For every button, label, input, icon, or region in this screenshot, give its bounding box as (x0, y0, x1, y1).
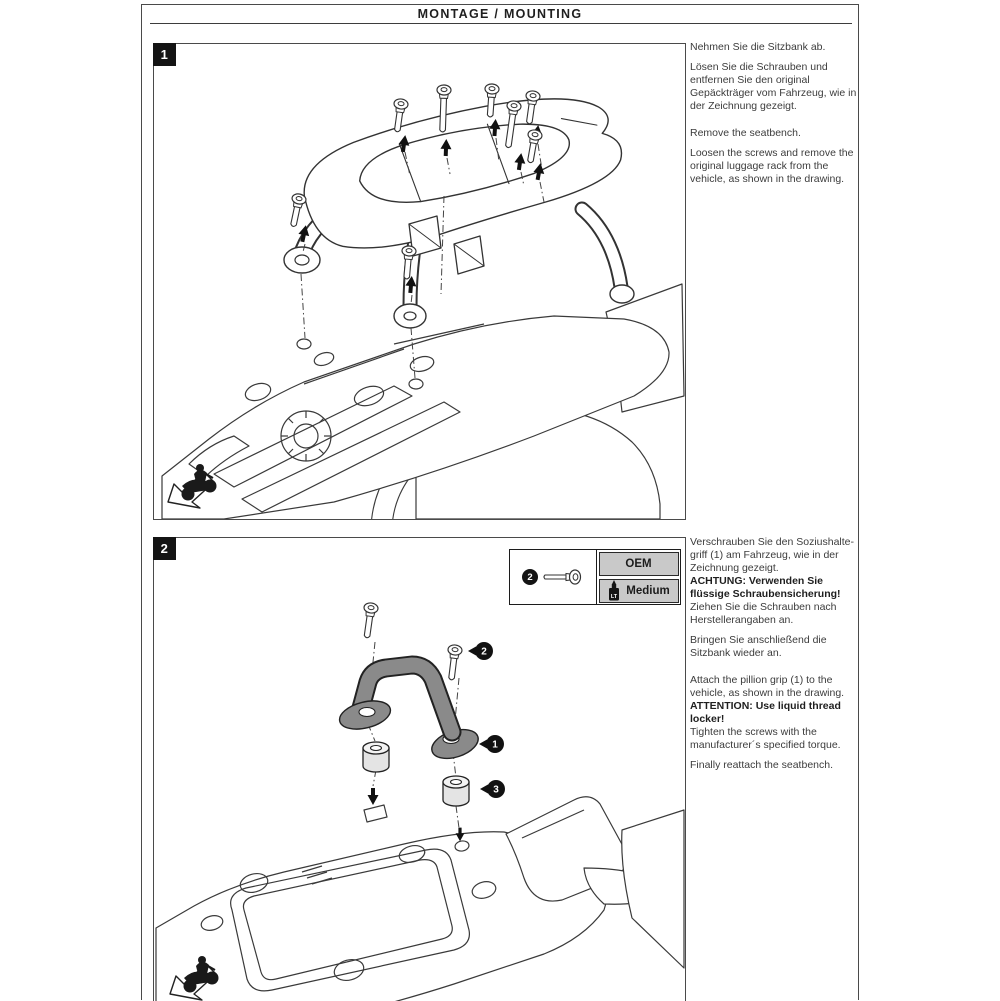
instruction-paragraph: Nehmen Sie die Sitzbank ab. (690, 41, 826, 53)
title-divider (150, 23, 852, 24)
step-1-text-english (690, 127, 860, 186)
rack-platform-drawing (156, 797, 684, 1001)
callout-badge-spacer (480, 780, 505, 798)
thread-locker-bottle-icon (607, 580, 621, 601)
instruction-paragraph: Bringen Sie anschließend die Sitzbank wieder an. (690, 634, 827, 659)
step-1-instructions (690, 41, 860, 186)
step-1-text-german (690, 41, 860, 113)
callout-badge-grip (479, 735, 504, 753)
spacer-right (443, 776, 469, 806)
rack-foot-mid (394, 304, 426, 328)
instruction-paragraph: Verschrauben Sie den Soziushalte-griff (1) am Fahrzeug, wie in der Zeichnung gezeigt. (690, 536, 855, 574)
part-callout-badge: 2 (522, 569, 538, 585)
step-2-drawing (154, 538, 685, 1001)
spacer-left (363, 742, 389, 772)
luggage-rack-drawing (284, 86, 634, 328)
parts-table (509, 549, 681, 605)
instruction-paragraph: Finally reattach the seatbench. (690, 759, 834, 771)
parts-table-part-cell (510, 550, 596, 604)
step-2-text-german (690, 536, 860, 660)
callout-badge-screw (468, 642, 493, 660)
parts-table-oem-cell (599, 552, 679, 576)
step-1-panel (153, 43, 686, 520)
oem-label: OEM (625, 557, 652, 570)
parts-table-locker-cell (599, 579, 679, 603)
step-1-drawing (154, 44, 685, 519)
instruction-paragraph: Attach the pillion grip (1) to the vehicle, as shown in the drawing. (690, 674, 845, 699)
svg-text:1: 1 (492, 739, 498, 751)
step-2-badge: 2 (153, 537, 176, 560)
rack-foot-right (610, 285, 634, 303)
step-1-badge: 1 (153, 43, 176, 66)
page-title: MONTAGE / MOUNTING (417, 7, 583, 21)
step-2-text-english (690, 674, 860, 772)
locker-strength-label: Medium (626, 584, 670, 597)
svg-text:3: 3 (493, 784, 499, 796)
svg-text:LT: LT (611, 594, 618, 600)
parts-table-spec-column (596, 550, 680, 604)
pillion-grip-drawing (337, 665, 482, 764)
instruction-paragraph: Loosen the screws and remove the original luggage rack from the vehicle, as shown in the drawing. (690, 147, 854, 185)
rack-foot-left (284, 247, 320, 273)
warning-text: ACHTUNG: Verwenden Sie flüssige Schraubensicherung! (690, 575, 841, 600)
instruction-paragraph: Lösen Sie die Schrauben und entfernen Sie den original Gepäckträger vom Fahrzeug, wie in der Zeichnung gezeigt. (690, 61, 857, 112)
step-2-panel (153, 537, 686, 1001)
mount-hole-left (297, 339, 311, 349)
instruction-paragraph: Remove the seatbench. (690, 127, 801, 139)
side-cowl (622, 810, 684, 968)
warning-text: ATTENTION: Use liquid thread locker! (690, 700, 841, 725)
instruction-paragraph: Ziehen Sie die Schrauben nach Herstellerangaben an. (690, 601, 837, 626)
screw-icon (542, 567, 584, 587)
instruction-paragraph: Tighten the screws with the manufacturer´s specified torque. (690, 726, 841, 751)
step-2-instructions (690, 536, 860, 772)
grip-mount-slot (364, 805, 387, 822)
svg-text:2: 2 (481, 646, 487, 658)
